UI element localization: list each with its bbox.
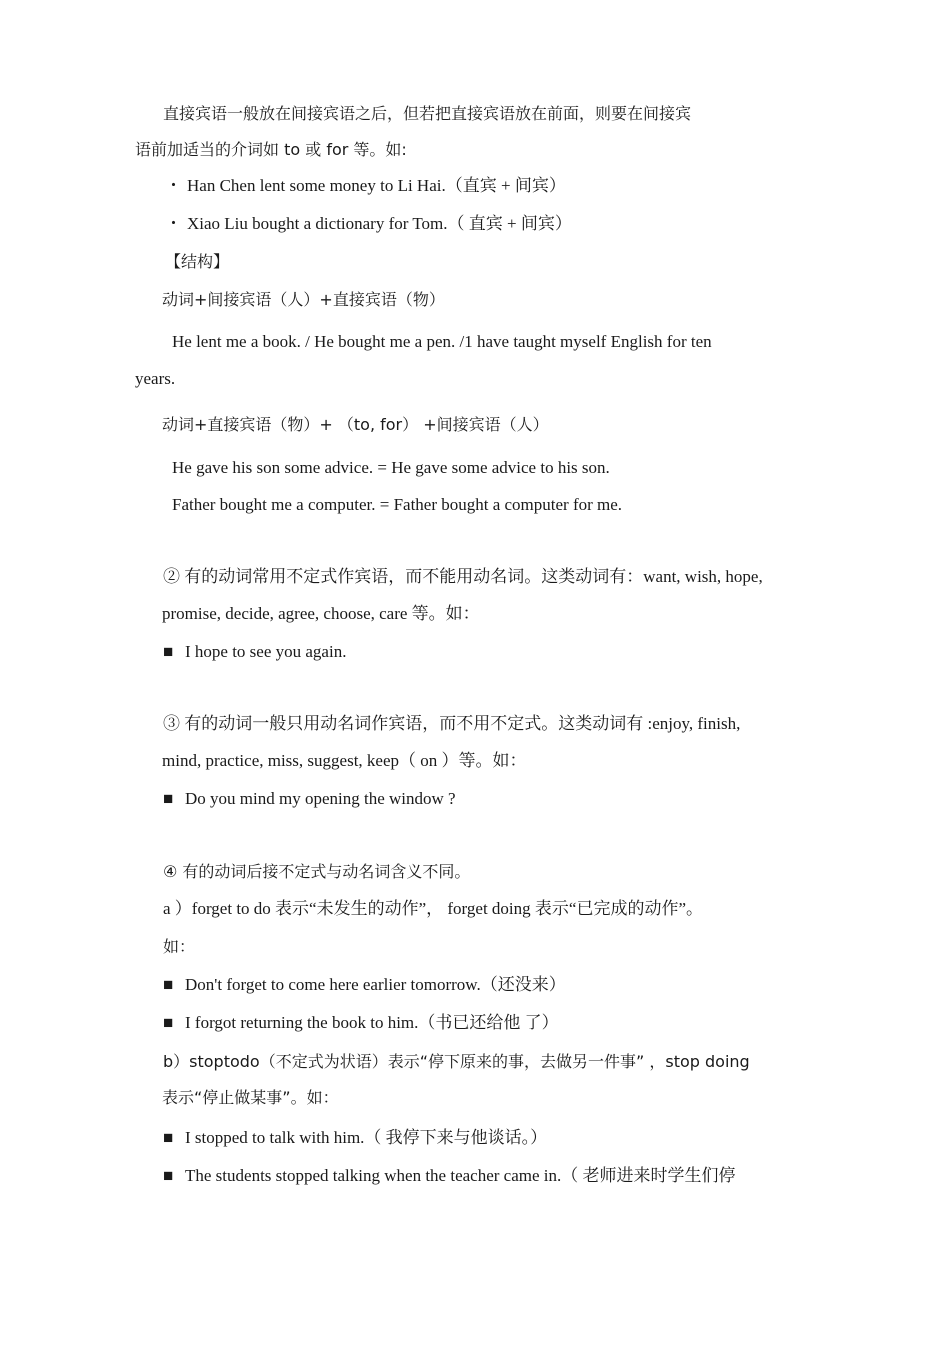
paragraph-line: promise, decide, agree, choose, care 等。如： xyxy=(162,604,480,623)
paragraph-line: 如： xyxy=(163,937,196,956)
numbered-point: ③ 有的动词一般只用动名词作宾语，而不用不定式。这类动词有 :enjoy, finish, xyxy=(163,714,741,733)
square-bullet-icon: ■ xyxy=(163,1128,174,1147)
list-item-text: Don't forget to come here earlier tomorrow.（还没来） xyxy=(185,975,566,994)
list-item-text: Do you mind my opening the window ? xyxy=(185,789,456,808)
square-bullet-icon: ■ xyxy=(163,789,174,808)
list-item xyxy=(163,1164,736,1188)
dot-bullet-icon: ・ xyxy=(165,176,182,195)
square-bullet-icon: ■ xyxy=(163,975,174,994)
square-bullet-icon: ■ xyxy=(163,642,174,661)
paragraph-line: 表示“停止做某事”。如： xyxy=(162,1088,339,1107)
numbered-point: ④ 有的动词后接不定式与动名词含义不同。 xyxy=(163,862,471,881)
list-item-text: I forgot returning the book to him.（书已还给他 了） xyxy=(185,1013,559,1032)
numbered-point: ② 有的动词常用不定式作宾语，而不能用动名词。这类动词有：want, wish, hope, xyxy=(163,567,763,586)
list-item-text: Han Chen lent some money to Li Hai.（直宾 + 间宾） xyxy=(187,176,566,195)
section-heading: 【结构】 xyxy=(165,252,230,271)
example-line: Father bought me a computer. = Father bought a computer for me. xyxy=(172,495,623,514)
paragraph-line: 语前加适当的介词如 to 或 for 等。如: xyxy=(135,140,407,159)
paragraph-line: mind, practice, miss, suggest, keep（ on ）等。如： xyxy=(162,751,527,770)
dot-bullet-icon: ・ xyxy=(165,214,182,233)
square-bullet-icon: ■ xyxy=(163,1013,174,1032)
list-item xyxy=(163,787,456,811)
structure-formula: 动词+间接宾语（人）+直接宾语（物） xyxy=(162,290,445,309)
list-item-text: I hope to see you again. xyxy=(185,642,347,661)
list-item-text: I stopped to talk with him.（ 我停下来与他谈话。） xyxy=(185,1128,548,1147)
list-item xyxy=(165,212,572,236)
paragraph-line: a ）forget to do 表示“未发生的动作”， forget doing 表示“已完成的动作”。 xyxy=(163,899,703,918)
list-item xyxy=(163,1011,559,1035)
structure-formula: 动词+直接宾语（物）+ （to, for） +间接宾语（人） xyxy=(162,415,549,434)
example-line: years. xyxy=(135,369,176,388)
example-line: He gave his son some advice. = He gave some advice to his son. xyxy=(172,458,610,477)
list-item-text: Xiao Liu bought a dictionary for Tom.（ 直宾 + 间宾） xyxy=(187,214,572,233)
paragraph-line: 直接宾语一般放在间接宾语之后，但若把直接宾语放在前面，则要在间接宾 xyxy=(163,104,692,123)
square-bullet-icon: ■ xyxy=(163,1166,174,1185)
list-item xyxy=(163,1126,547,1150)
list-item-text: The students stopped talking when the teacher came in.（ 老师进来时学生们停 xyxy=(185,1166,736,1185)
paragraph-line: b）stoptodo（不定式为状语）表示“停下原来的事，去做另一件事” ，stop doing xyxy=(163,1052,750,1071)
list-item xyxy=(165,174,566,198)
example-line: He lent me a book. / He bought me a pen. /1 have taught myself English for ten xyxy=(172,332,712,351)
list-item xyxy=(163,640,346,664)
list-item xyxy=(163,973,566,997)
